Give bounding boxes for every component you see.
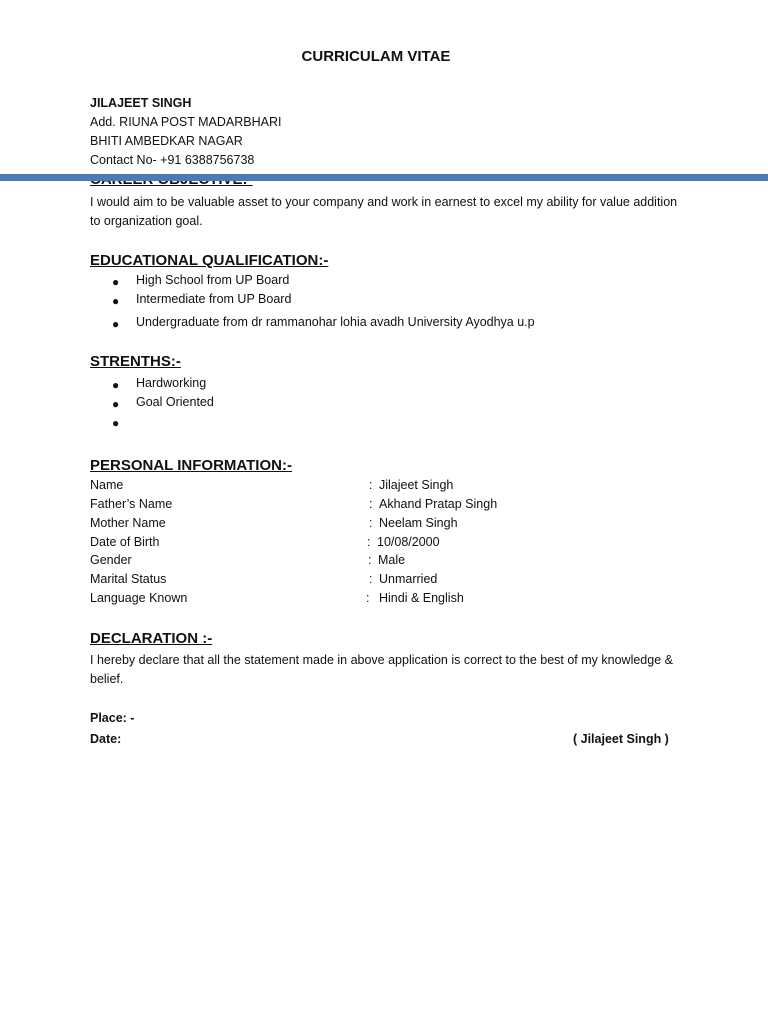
personal-separator: : — [366, 591, 370, 605]
personal-separator: : — [369, 516, 373, 530]
personal-value: Neelam Singh — [379, 516, 458, 530]
personal-value: Unmarried — [379, 572, 438, 586]
personal-value: 10/08/2000 — [377, 535, 440, 549]
strength-item: Hardworking — [136, 376, 207, 390]
personal-label: Father’s Name — [90, 497, 173, 511]
personal-label: Name — [90, 478, 124, 492]
document-title: CURRICULAM VITAE — [301, 48, 451, 65]
career-objective-text: I would aim to be valuable asset to your company and work in earnest to excel my ability for value addition to organization goal. — [90, 195, 678, 228]
personal-separator: : — [369, 478, 373, 492]
address-line-2: BHITI AMBEDKAR NAGAR — [90, 134, 243, 148]
place-label: Place: - — [90, 711, 135, 725]
personal-separator: : — [368, 553, 372, 567]
bullet-icon: ● — [112, 317, 120, 331]
education-item: Undergraduate from dr rammanohar lohia avadh University Ayodhya u.p — [136, 315, 535, 329]
bullet-icon: ● — [112, 378, 120, 392]
bullet-icon: ● — [112, 275, 120, 289]
strength-item: Goal Oriented — [136, 395, 214, 409]
signature: ( Jilajeet Singh ) — [573, 732, 669, 746]
personal-separator: : — [367, 535, 371, 549]
contact-number: Contact No- +91 6388756738 — [90, 153, 255, 167]
education-item: Intermediate from UP Board — [136, 292, 292, 306]
personal-value: Akhand Pratap Singh — [379, 497, 498, 511]
personal-value: Jilajeet Singh — [379, 478, 454, 492]
personal-label: Mother Name — [90, 516, 166, 530]
education-item: High School from UP Board — [136, 273, 290, 287]
applicant-name: JILAJEET SINGH — [90, 96, 192, 110]
education-heading: EDUCATIONAL QUALIFICATION:- — [90, 252, 329, 269]
personal-label: Date of Birth — [90, 535, 160, 549]
strengths-heading: STRENTHS:- — [90, 353, 181, 370]
personal-separator: : — [369, 497, 373, 511]
overlay-bar — [0, 174, 768, 181]
personal-info-heading: PERSONAL INFORMATION:- — [90, 457, 292, 474]
personal-value: Male — [378, 553, 406, 567]
bullet-icon: ● — [112, 397, 120, 411]
bullet-icon: ● — [112, 416, 120, 430]
personal-label: Language Known — [90, 591, 188, 605]
personal-value: Hindi & English — [379, 591, 464, 605]
date-label: Date: — [90, 732, 122, 746]
bullet-icon: ● — [112, 294, 120, 308]
personal-separator: : — [369, 572, 373, 586]
declaration-heading: DECLARATION :- — [90, 630, 213, 647]
address-line-1: Add. RIUNA POST MADARBHARI — [90, 115, 282, 129]
personal-label: Marital Status — [90, 572, 167, 586]
personal-label: Gender — [90, 553, 132, 567]
declaration-text: I hereby declare that all the statement made in above application is correct to the best of my knowledge & belief. — [90, 653, 673, 686]
